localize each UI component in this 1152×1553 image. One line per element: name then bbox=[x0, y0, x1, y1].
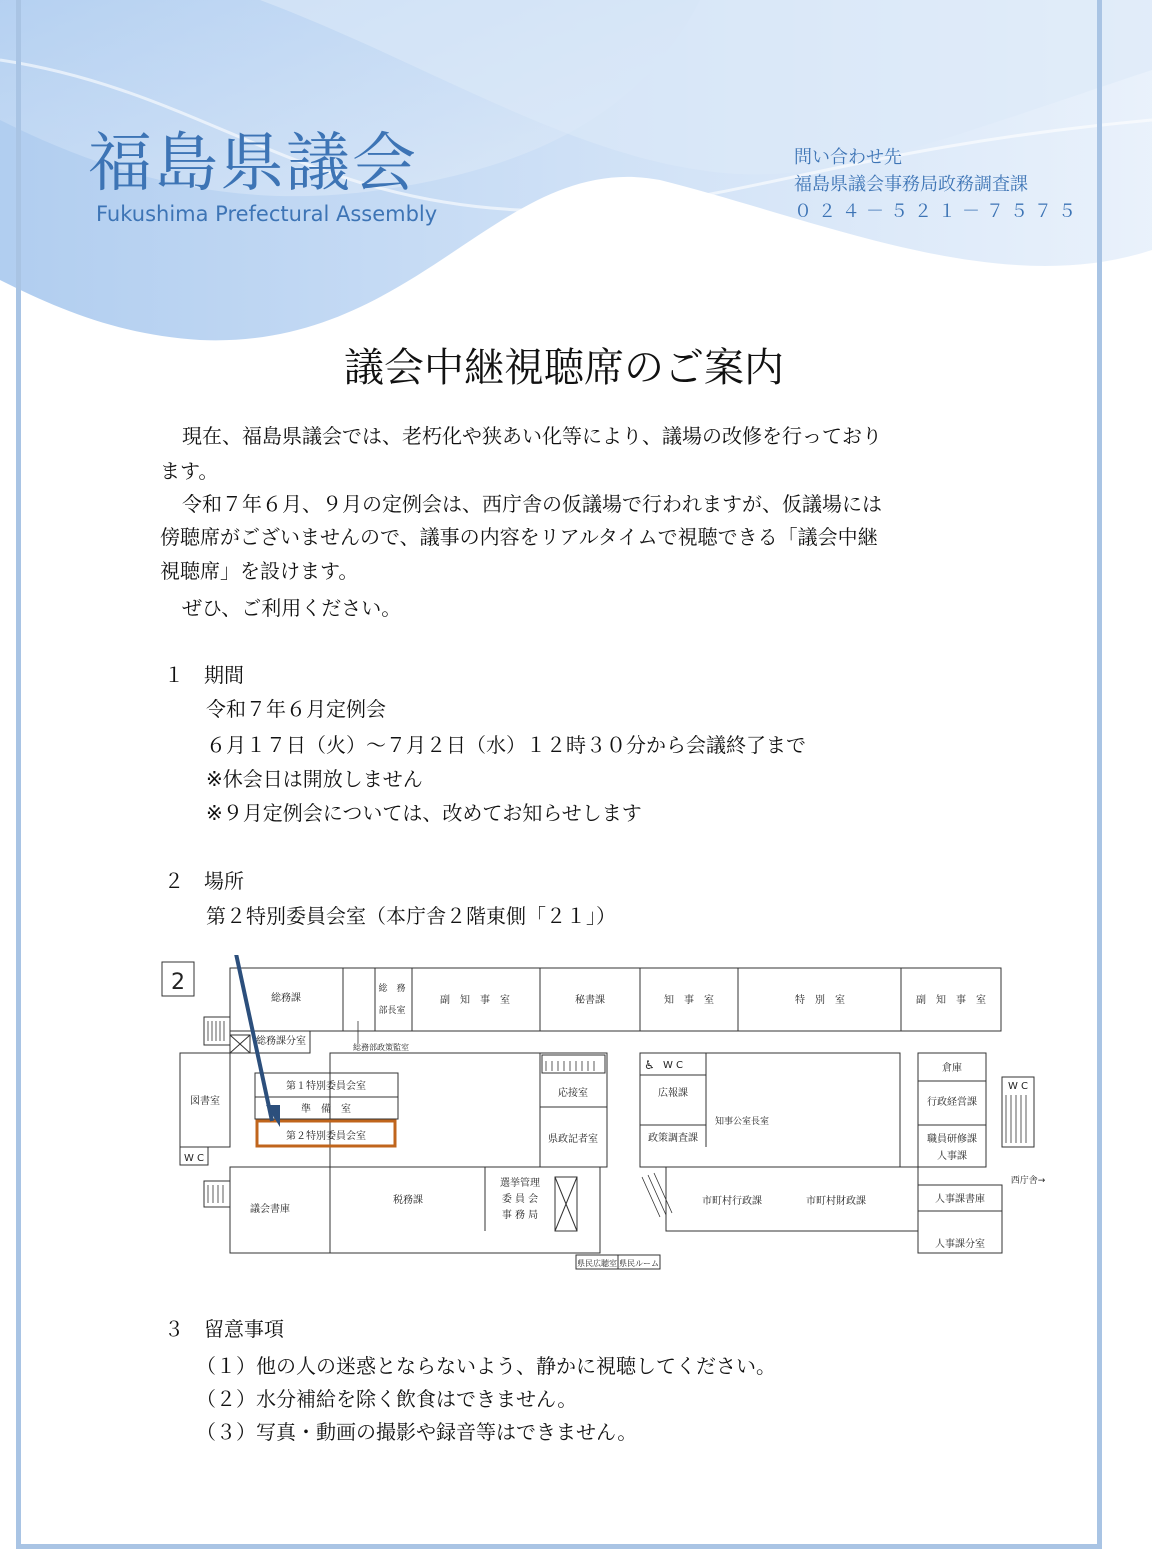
period-note: ※９月定例会については、改めてお知らせします bbox=[206, 801, 642, 825]
room-label: 応接室 bbox=[558, 1088, 588, 1099]
room-label: W C bbox=[662, 1060, 684, 1071]
section-heading-place: ２ 場所 bbox=[164, 869, 244, 893]
room-label: 総務課 bbox=[271, 993, 301, 1004]
room-label: 人事課書庫 bbox=[935, 1194, 985, 1205]
room-label-highlight: 第２特別委員会室 bbox=[286, 1131, 366, 1142]
page-title: 議会中継視聴席のご案内 bbox=[344, 345, 784, 391]
room-label: 税務課 bbox=[393, 1195, 423, 1206]
room-label: 議会書庫 bbox=[250, 1204, 290, 1215]
room-label: 秘書課 bbox=[575, 995, 605, 1006]
contact-organization: 福島県議会事務局政務調査課 bbox=[794, 174, 1028, 195]
room-label: 西庁舎→ bbox=[1010, 1176, 1046, 1186]
room-label: 広報課 bbox=[658, 1088, 688, 1099]
place-description: 第２特別委員会室（本庁舎２階東側「２１」） bbox=[206, 904, 616, 928]
room-label: 県政記者室 bbox=[548, 1134, 598, 1145]
room-label: 知 事 室 bbox=[664, 995, 714, 1006]
note-item: （２）水分補給を除く飲食はできません。 bbox=[196, 1387, 578, 1411]
room-label: 副 知 事 室 bbox=[440, 995, 510, 1006]
logo-english: Fukushima Prefectural Assembly bbox=[96, 202, 438, 226]
room-label: 総務課分室 bbox=[256, 1036, 306, 1047]
section-heading-notes: ３ 留意事項 bbox=[164, 1317, 284, 1341]
period-dates: ６月１７日（火）～７月２日（水）１２時３０分から会議終了まで bbox=[206, 733, 806, 757]
intro-text: ぜひ、ご利用ください。 bbox=[182, 596, 402, 620]
intro-text: 現在、福島県議会では、老朽化や狭あい化等により、議場の改修を行っており bbox=[182, 424, 882, 448]
intro-text: ます。 bbox=[160, 459, 219, 483]
contact-label: 問い合わせ先 bbox=[794, 147, 902, 168]
room-label: W C bbox=[1007, 1081, 1029, 1092]
room-label: 総務部政策監室 bbox=[353, 1043, 409, 1052]
intro-text: 視聴席」を設けます。 bbox=[160, 559, 359, 583]
logo-japanese: 福島県議会 bbox=[88, 127, 418, 201]
period-note: ※休会日は開放しません bbox=[206, 767, 423, 791]
contact-phone: ０２４－５２１－７５７５ bbox=[794, 201, 1082, 222]
room-label: 市町村財政課 bbox=[806, 1196, 866, 1207]
room-label: 倉庫 bbox=[942, 1063, 962, 1074]
room-label: 人事課 bbox=[937, 1151, 967, 1162]
accessibility-icon: ♿ bbox=[644, 1058, 655, 1072]
room-label: 図書室 bbox=[190, 1096, 220, 1107]
room-label: 第１特別委員会室 bbox=[286, 1081, 366, 1092]
room-label: 県民ルーム bbox=[619, 1259, 659, 1268]
room-label: W C bbox=[183, 1153, 205, 1164]
section-heading-period: １ 期間 bbox=[164, 663, 244, 687]
floor-number: 2 bbox=[171, 970, 185, 995]
room-label: 特 別 室 bbox=[795, 995, 845, 1006]
room-label: 知事公室長室 bbox=[715, 1117, 770, 1127]
room-label: 政策調査課 bbox=[648, 1133, 698, 1144]
intro-text: 令和７年６月、９月の定例会は、西庁舎の仮議場で行われますが、仮議場には bbox=[182, 492, 882, 516]
note-item: （３）写真・動画の撮影や録音等はできません。 bbox=[196, 1420, 638, 1444]
room-label: 準 備 室 bbox=[301, 1104, 351, 1115]
room-label: 事 務 局 bbox=[501, 1210, 539, 1221]
period-session: 令和７年６月定例会 bbox=[206, 697, 386, 721]
room-label: 人事課分室 bbox=[935, 1239, 985, 1250]
floor-plan bbox=[160, 955, 1060, 1285]
room-label: 職員研修課 bbox=[927, 1134, 977, 1145]
room-label: 部長室 bbox=[378, 1006, 406, 1016]
room-label: 副 知 事 室 bbox=[916, 995, 986, 1006]
room-label: 行政経営課 bbox=[927, 1097, 977, 1108]
room-label: 市町村行政課 bbox=[702, 1196, 762, 1207]
room-label: 選挙管理 bbox=[500, 1178, 540, 1189]
intro-text: 傍聴席がございませんので、議事の内容をリアルタイムで視聴できる「議会中継 bbox=[160, 525, 878, 549]
room-label: 総 務 bbox=[378, 984, 406, 994]
room-label: 県民広聴室 bbox=[577, 1259, 617, 1268]
room-label: 委 員 会 bbox=[501, 1194, 539, 1205]
note-item: （１）他の人の迷惑とならないよう、静かに視聴してください。 bbox=[196, 1354, 776, 1378]
